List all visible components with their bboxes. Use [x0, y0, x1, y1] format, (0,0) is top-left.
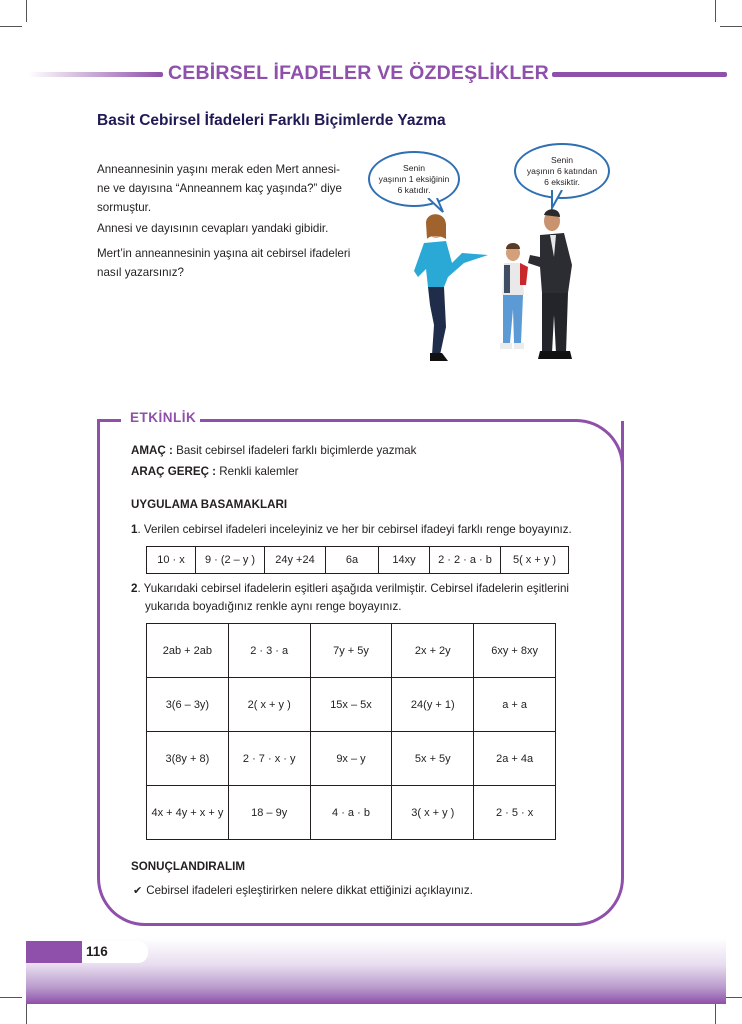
- table-row: [147, 732, 556, 786]
- table-row: [147, 624, 556, 678]
- boy-figure: [500, 243, 528, 349]
- equivalent-cell[interactable]: 2 · 3 · a: [228, 624, 310, 678]
- header-rule-right: [552, 72, 727, 77]
- bubble-line: yaşının 1 eksiğinin: [378, 173, 450, 184]
- step-number: 1: [131, 523, 138, 536]
- equivalent-cell[interactable]: 2ab + 2ab: [147, 624, 229, 678]
- crop-mark: [715, 0, 716, 22]
- intro-line: Mert’in anneannesinin yaşına ait cebirsel ifadeleri: [97, 247, 351, 260]
- table-row: [147, 678, 556, 732]
- expression-cell[interactable]: 10 · x: [147, 547, 196, 574]
- expression-cell[interactable]: 24y +24: [265, 547, 326, 574]
- step-2: [131, 582, 569, 595]
- intro-line: Anneannesinin yaşını merak eden Mert annesi-: [97, 163, 340, 176]
- equivalent-cell[interactable]: 2 · 5 · x: [474, 786, 556, 840]
- page-number-bar: [26, 941, 82, 963]
- bubble-line: Senin: [551, 154, 573, 165]
- bubble-line: 6 katıdır.: [397, 184, 431, 195]
- equivalent-cell[interactable]: 2a + 4a: [474, 732, 556, 786]
- intro-paragraph-2: Annesi ve dayısının cevapları yandaki gibidir.: [97, 222, 329, 235]
- chapter-title: CEBİRSEL İFADELER VE ÖZDEŞLİKLER: [168, 62, 549, 84]
- equivalent-cell[interactable]: 15x – 5x: [310, 678, 392, 732]
- equivalent-cell[interactable]: a + a: [474, 678, 556, 732]
- check-icon: ✔: [133, 885, 143, 897]
- crop-mark: [26, 1002, 27, 1024]
- step-2-continued: yukarıda boyadığınız renkle aynı renge boyayınız.: [145, 600, 402, 613]
- intro-paragraph-3: [97, 244, 367, 282]
- equivalent-cell[interactable]: 5x + 5y: [392, 732, 474, 786]
- step-number: 2: [131, 582, 138, 595]
- materials-label: ARAÇ GEREÇ :: [131, 465, 217, 478]
- expression-cell[interactable]: 5( x + y ): [501, 547, 569, 574]
- crop-mark: [715, 1002, 716, 1024]
- expressions-table: [146, 546, 569, 574]
- expression-cell[interactable]: 2 · 2 · a · b: [430, 547, 501, 574]
- man-figure: [528, 209, 572, 359]
- equivalent-cell[interactable]: 2x + 2y: [392, 624, 474, 678]
- expression-cell[interactable]: 14xy: [379, 547, 430, 574]
- equivalent-cell[interactable]: 7y + 5y: [310, 624, 392, 678]
- intro-line: ne ve dayısına “Anneannem kaç yaşında?” diye: [97, 182, 342, 195]
- equivalent-cell[interactable]: 9x – y: [310, 732, 392, 786]
- intro-line: nasıl yazarsınız?: [97, 266, 184, 279]
- goal-text: Basit cebirsel ifadeleri farklı biçimlerde yazmak: [176, 444, 417, 457]
- step-text: . Yukarıdaki cebirsel ifadelerin eşitleri aşağıda verilmiştir. Cebirsel ifadelerin eşitlerini: [137, 582, 569, 595]
- equivalent-cell[interactable]: 3( x + y ): [392, 786, 474, 840]
- expression-cell[interactable]: 6a: [326, 547, 379, 574]
- materials-line: [131, 465, 299, 478]
- conclusion-title: SONUÇLANDIRALIM: [131, 860, 245, 873]
- bubble-line: yaşının 6 katından: [526, 165, 598, 176]
- table-row: [147, 547, 569, 574]
- conclusion-text: Cebirsel ifadeleri eşleştirirken nelere dikkat ettiğinizi açıklayınız.: [146, 884, 473, 897]
- intro-paragraph-1: [97, 160, 367, 217]
- section-title: Basit Cebirsel İfadeleri Farklı Biçimlerde Yazma: [97, 112, 446, 129]
- step-text: . Verilen cebirsel ifadeleri inceleyiniz ve her bir cebirsel ifadeyi farklı renge boyayınız.: [137, 523, 572, 536]
- equivalent-cell[interactable]: 24(y + 1): [392, 678, 474, 732]
- intro-line: sormuştur.: [97, 201, 152, 214]
- conclusion-item: [133, 884, 473, 897]
- equivalent-cell[interactable]: 4x + 4y + x + y: [147, 786, 229, 840]
- crop-mark: [26, 0, 27, 22]
- table-row: [147, 786, 556, 840]
- crop-mark: [0, 26, 22, 27]
- activity-frame-top: [200, 419, 576, 422]
- equivalent-cell[interactable]: 3(8y + 8): [147, 732, 229, 786]
- equivalent-cell[interactable]: 18 – 9y: [228, 786, 310, 840]
- goal-line: [131, 444, 416, 457]
- expression-cell[interactable]: 9 · (2 – y ): [196, 547, 265, 574]
- equivalent-cell[interactable]: 6xy + 8xy: [474, 624, 556, 678]
- equivalent-cell[interactable]: 3(6 – 3y): [147, 678, 229, 732]
- equivalents-table: [146, 623, 556, 840]
- activity-title: ETKİNLİK: [130, 410, 197, 425]
- step-1: [131, 523, 572, 536]
- woman-figure: [414, 214, 488, 361]
- bubble-line: 6 eksiktir.: [544, 176, 580, 187]
- page-number: 116: [86, 944, 108, 959]
- family-illustration: [400, 205, 590, 373]
- equivalent-cell[interactable]: 4 · a · b: [310, 786, 392, 840]
- goal-label: AMAÇ :: [131, 444, 173, 457]
- activity-frame-top: [97, 419, 121, 422]
- steps-title: UYGULAMA BASAMAKLARI: [131, 498, 288, 511]
- crop-mark: [720, 26, 742, 27]
- header-rule-left: [28, 72, 163, 77]
- crop-mark: [0, 997, 22, 998]
- equivalent-cell[interactable]: 2 · 7 · x · y: [228, 732, 310, 786]
- materials-text: Renkli kalemler: [219, 465, 299, 478]
- equivalent-cell[interactable]: 2( x + y ): [228, 678, 310, 732]
- bubble-line: Senin: [403, 162, 425, 173]
